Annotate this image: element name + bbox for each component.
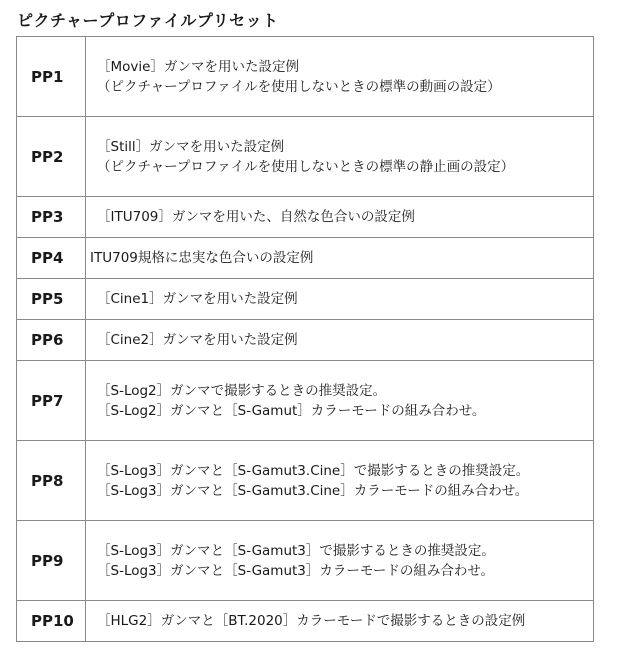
table-row xyxy=(17,37,594,117)
description-line: ［Cine2］ガンマを用いた設定例 xyxy=(97,332,298,348)
description-line: （ピクチャープロファイルを使用しないときの標準の動画の設定） xyxy=(97,78,501,95)
table-row xyxy=(17,197,594,238)
description-line: ［Movie］ガンマを用いた設定例 xyxy=(97,58,299,75)
preset-description xyxy=(86,117,594,197)
preset-description xyxy=(86,320,594,361)
table-row xyxy=(17,601,594,642)
preset-code: PP9 xyxy=(17,521,86,601)
preset-description xyxy=(86,279,594,320)
preset-code: PP1 xyxy=(17,37,86,117)
preset-code: PP6 xyxy=(17,320,86,361)
description-line: ［S-Log3］ガンマと［S-Gamut3］で撮影するときの推奨設定。 xyxy=(97,542,495,559)
preset-code: PP5 xyxy=(17,279,86,320)
preset-table xyxy=(16,36,594,642)
preset-code: PP7 xyxy=(17,361,86,441)
table-row xyxy=(17,279,594,320)
description-line: ［S-Log3］ガンマと［S-Gamut3］カラーモードの組み合わせ。 xyxy=(97,562,494,579)
table-row xyxy=(17,320,594,361)
preset-description xyxy=(86,361,594,441)
page-title: ピクチャープロファイルプリセット xyxy=(17,11,279,30)
preset-code: PP8 xyxy=(17,441,86,521)
preset-description xyxy=(86,601,594,642)
description-line: ［Cine1］ガンマを用いた設定例 xyxy=(97,291,298,307)
description-line: ［HLG2］ガンマと［BT.2020］カラーモードで撮影するときの設定例 xyxy=(97,613,526,629)
preset-code: PP2 xyxy=(17,117,86,197)
description-line: ［ITU709］ガンマを用いた、自然な色合いの設定例 xyxy=(97,209,415,225)
preset-description xyxy=(86,441,594,521)
preset-code: PP4 xyxy=(17,238,86,279)
preset-description xyxy=(86,197,594,238)
description-line: ITU709規格に忠実な色合いの設定例 xyxy=(90,250,314,266)
description-line: （ピクチャープロファイルを使用しないときの標準の静止画の設定） xyxy=(97,158,515,175)
table-row xyxy=(17,441,594,521)
preset-description xyxy=(86,37,594,117)
table-row xyxy=(17,521,594,601)
description-line: ［S-Log3］ガンマと［S-Gamut3.Cine］で撮影するときの推奨設定。 xyxy=(97,462,530,479)
preset-description xyxy=(86,521,594,601)
description-line: ［S-Log2］ガンマで撮影するときの推奨設定。 xyxy=(97,382,387,399)
preset-description xyxy=(86,238,594,279)
preset-code: PP3 xyxy=(17,197,86,238)
table-row xyxy=(17,117,594,197)
description-line: ［S-Log3］ガンマと［S-Gamut3.Cine］カラーモードの組み合わせ。 xyxy=(97,482,529,499)
description-line: ［Still］ガンマを用いた設定例 xyxy=(97,138,285,155)
table-row xyxy=(17,361,594,441)
preset-code: PP10 xyxy=(17,601,86,642)
description-line: ［S-Log2］ガンマと［S-Gamut］カラーモードの組み合わせ。 xyxy=(97,402,486,419)
table-row xyxy=(17,238,594,279)
